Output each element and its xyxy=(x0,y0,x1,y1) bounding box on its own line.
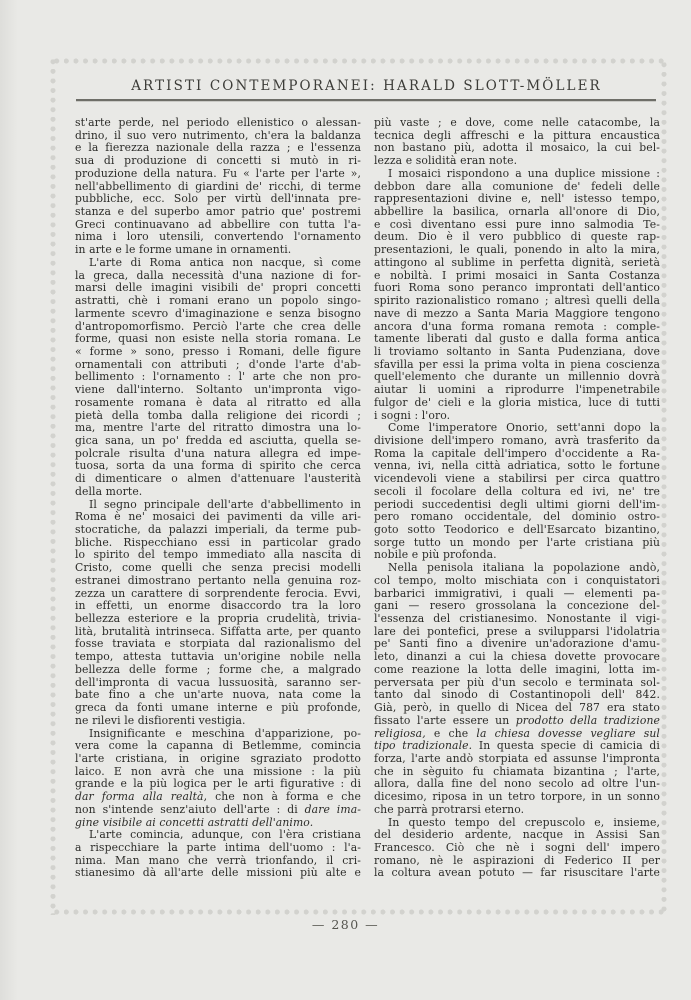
text-line: stocratiche, da palazzi imperiali, da terme pub- xyxy=(75,524,361,536)
ornament-border-bottom xyxy=(52,908,668,916)
text-line: della morte. xyxy=(75,485,143,498)
text-line: greca da fonti umane interne e più profonde, xyxy=(75,702,361,715)
text-line: i sogni : l'oro. xyxy=(374,409,451,422)
text-line: non s'intende senz'aiuto dell'arte : di dare ima- xyxy=(75,803,361,816)
text-line: li troviamo soltanto in Santa Pudenziana, dove xyxy=(374,345,660,358)
text-line: Cristo, come quelli che senza precisi modelli xyxy=(75,562,361,575)
text-line: Roma la capitale dell'impero d'occidente a Ra- xyxy=(374,447,660,460)
text-line: barbarici immigrativi, i quali — elementi pa- xyxy=(374,587,660,600)
text-line: abbellire la basilica, ornarla all'onore di Dio, xyxy=(374,206,660,219)
text-line: tuosa, sorta da una forma di spirito che cerca xyxy=(75,460,361,473)
text-line: nobile e più profonda. xyxy=(374,549,497,562)
text-line: dicesimo, riposa in un tetro torpore, in un sonno xyxy=(374,791,660,804)
text-line: del desiderio ardente, nacque in Assisi San xyxy=(374,829,660,842)
text-line: forza, l'arte andò storpiata ed assunse l'impronta xyxy=(374,752,660,765)
left-column xyxy=(75,117,361,880)
text-line: la coltura avean potuto — far risuscitare l'arte xyxy=(374,867,660,880)
right-column xyxy=(374,117,660,880)
text-line: lo spirito del tempo immediato alla nascita di xyxy=(75,549,361,562)
text-line: pe' Santi fino a divenire un'adorazione d'amu- xyxy=(374,638,660,651)
text-line: aiutar li uomini a riprodurre l'impenetrabile xyxy=(374,384,660,397)
text-line: presentazioni, le quali, ponendo in alto la mira, xyxy=(374,244,660,257)
text-line: rappresentazioni divine e, nell' istesso tempo, xyxy=(374,193,660,206)
text-line: dell'impronta di vacua lussuosità, saranno ser- xyxy=(75,676,361,689)
text-line: sorge tutto un mondo per l'arte cristiana più xyxy=(374,536,660,549)
text-line: venna, ivi, nella città adriatica, sotto le fortune xyxy=(374,460,660,473)
text-line: dar forma alla realtà, che non à forma e che xyxy=(75,791,361,804)
text-columns xyxy=(75,117,660,880)
text-line: col tempo, molto mischiata con i conquistatori xyxy=(374,574,660,587)
text-line: Già, però, in quello di Nicea del 787 era stato xyxy=(374,702,660,715)
text-line: fulgor de' cieli e la gloria mistica, luce di tutti xyxy=(374,396,660,409)
text-line: divisione dell'impero romano, avrà trasferito da xyxy=(374,434,660,447)
text-line: lità, brutalità intrinseca. Siffatta arte, per quanto xyxy=(75,625,361,638)
text-line: leto, dinanzi a cui la chiesa dovette provocare xyxy=(374,651,660,664)
text-line: Il segno principale dell'arte d'abbellimento in xyxy=(89,498,361,511)
text-line: fuori Roma sono peranco improntati dell'antico xyxy=(374,282,660,295)
text-line: periodi succedentisi degli ultimi giorni dell'im- xyxy=(374,498,660,511)
text-line: L'arte comincia, adunque, con l'èra cristiana xyxy=(89,829,361,842)
text-line: nima. Man mano che verrà trionfando, il cri- xyxy=(75,854,361,867)
text-line: allora, dalla fine del nono secolo ad oltre l'un- xyxy=(374,778,660,791)
text-line: fosse traviata e storpiata dal razionalismo del xyxy=(75,638,361,651)
text-line: a rispecchiare la parte intima dell'uomo : l'a- xyxy=(75,841,361,854)
text-line: lare dei pontefici, prese a svilupparsi l'idolatria xyxy=(374,625,660,638)
text-line: ancora d'una forma romana remota : comple- xyxy=(374,320,660,333)
text-line: nima i loro utensili, convertendo l'ornamento xyxy=(75,231,361,244)
text-line: romano, nè le aspirazioni di Federico II per xyxy=(374,854,660,867)
text-line: Nella penisola italiana la popolazione andò, xyxy=(388,562,660,575)
text-line: Greci continuavano ad abbellire con tutta l'a- xyxy=(75,218,361,231)
text-line: pero romano occidentale, del dominio ostro- xyxy=(374,511,660,524)
text-line: e nobiltà. I primi mosaici in Santa Costanza xyxy=(374,269,660,282)
text-line: sua di produzione di concetti si mutò in ri- xyxy=(75,155,361,168)
page-number: — 280 — xyxy=(311,917,380,932)
text-line: tempo, attesta tuttavia un'origine nobile nella xyxy=(75,651,361,664)
text-line: « forme » sono, presso i Romani, delle figure xyxy=(75,345,361,358)
text-line: pietà della tomba dalla religione dei ricordi ; xyxy=(75,409,361,422)
text-line: nell'abbellimento di giardini de' ricchi, di terme xyxy=(75,180,361,193)
text-line: vicendevoli viene a stabilirsi per circa quattro xyxy=(374,473,660,486)
text-line: gica sana, un po' fredda ed asciutta, quella se- xyxy=(75,434,361,447)
text-line: In questo tempo del crepuscolo e, insieme, xyxy=(388,816,660,829)
text-line: Francesco. Ciò che nè i sogni dell' impero xyxy=(374,841,660,854)
text-line: in arte e le forme umane in ornamenti. xyxy=(75,244,292,257)
text-line: viene dall'interno. Soltanto un'impronta vigo- xyxy=(75,384,361,397)
text-line: bliche. Rispecchiano essi in particolar grado xyxy=(75,536,361,549)
text-line: e così diventano essi pure inno salmodia Te- xyxy=(374,218,660,231)
ornament-border-left xyxy=(49,57,57,915)
text-line: spirito razionalistico romano ; altresì quelli della xyxy=(374,295,660,308)
text-line: gani — resero grossolana la concezione del- xyxy=(374,600,660,613)
text-line: Come l'imperatore Onorio, sett'anni dopo la xyxy=(388,422,660,435)
text-line: ne rilevi le disfiorenti vestigia. xyxy=(75,714,246,727)
text-line: forme, quasi non esiste nella storia romana. Le xyxy=(75,333,361,346)
text-line: Insignificante e meschina d'apparizione, po- xyxy=(89,727,361,740)
text-line: stianesimo dà all'arte delle missioni più alte e xyxy=(75,867,361,880)
text-line: astratti, chè i romani erano un popolo singo- xyxy=(75,295,361,308)
ornament-border-top xyxy=(52,57,668,65)
text-line: l'arte cristiana, in origine sgraziato prodotto xyxy=(75,752,361,765)
text-line: in effetti, un enorme disaccordo tra la loro xyxy=(75,600,361,613)
text-line: drino, il suo vero nutrimento, ch'era la baldanza xyxy=(75,129,361,142)
text-line: goto sotto Teodorico e dell'Esarcato bizantino, xyxy=(374,524,660,536)
text-line: bellezza delle forme ; forme che, a malgrado xyxy=(75,663,361,676)
text-line: attingono al sublime in perfetta dignità, serietà xyxy=(374,256,660,269)
text-line: che parrà protrarsi eterno. xyxy=(374,803,525,816)
text-line: tamente liberati dal gusto e dalla forma antica xyxy=(374,333,660,346)
text-line: estranei dimostrano pertanto nella genuina roz- xyxy=(75,574,361,587)
text-line: gine visibile ai concetti astratti dell'animo. xyxy=(75,816,314,829)
text-line: bate fino a che un'arte nuova, nata come la xyxy=(75,689,361,702)
text-line: stanza e del superbo amor patrio que' postremi xyxy=(75,206,361,219)
text-line: deum. Dio è il vero pubblico di queste rap- xyxy=(374,231,660,244)
ornament-border-right xyxy=(660,60,668,915)
text-line: religiosa, e che la chiesa dovesse vegliare sul xyxy=(374,727,660,740)
text-line: l'essenza del cristianesimo. Nonostante il vigi- xyxy=(374,613,660,626)
text-line: produzione della natura. Fu « l'arte per l'arte », xyxy=(75,167,361,180)
title-rule xyxy=(76,99,656,101)
text-line: pubbliche, ecc. Solo per virtù dell'innata pre- xyxy=(75,193,361,206)
text-line: bellezza esteriore e la propria crudelità, trivia- xyxy=(75,613,361,626)
text-line: perversata per più d'un secolo e terminata sol- xyxy=(374,676,660,689)
text-line: I mosaici rispondono a una duplice missione : xyxy=(388,167,660,180)
text-line: Roma è ne' mosaici dei pavimenti da ville ari- xyxy=(75,511,361,524)
text-line: fissato l'arte essere un prodotto della tradizione xyxy=(374,714,660,727)
text-line: zezza un carattere di sorprendente ferocia. Èvvi, xyxy=(75,587,361,600)
page-edge-shadow xyxy=(0,0,18,1000)
text-line: ornamentali con attributi ; d'onde l'arte d'ab- xyxy=(75,358,361,371)
text-line: vera come la capanna di Betlemme, comincia xyxy=(75,740,361,753)
text-line: di dimenticare o almen d'attenuare l'austerità xyxy=(75,473,361,486)
text-line: secoli il focolare della coltura ed ivi, ne' tre xyxy=(374,485,660,498)
text-line: sfavilla per essi la prima volta in piena coscienza xyxy=(374,358,660,371)
text-line: quell'elemento che durante un millennio dovrà xyxy=(374,371,660,384)
text-line: tipo tradizionale. In questa specie di camicia di xyxy=(374,740,660,753)
text-line: laico. E non avrà che una missione : la più xyxy=(75,765,361,778)
text-line: larmente scevro d'imaginazione e senza bisogno xyxy=(75,307,361,320)
text-line: st'arte perde, nel periodo ellenistico o alessan- xyxy=(75,117,361,129)
text-line: debbon dare alla comunione de' fedeli delle xyxy=(374,180,660,193)
page-title: ARTISTI CONTEMPORANEI: HARALD SLOTT-MÖLLER xyxy=(131,78,602,94)
text-line: nave di mezzo a Santa Maria Maggiore tengono xyxy=(374,307,660,320)
text-line: ma, mentre l'arte del ritratto dimostra una lo- xyxy=(75,422,361,435)
text-line: polcrale risulta d'una natura allegra ed impe- xyxy=(75,447,361,460)
text-line: grande e la più logica per le arti figurative : di xyxy=(75,778,361,791)
text-line: bellimento : l'ornamento : l' arte che non pro- xyxy=(75,371,361,384)
text-line: tecnica degli affreschi e la pittura encaustica xyxy=(374,129,660,142)
text-line: L'arte di Roma antica non nacque, sì come xyxy=(89,256,361,269)
text-line: che in sèguito fu chiamata bizantina ; l'arte, xyxy=(374,765,660,778)
text-line: lezza e solidità eran note. xyxy=(374,155,518,168)
text-line: la greca, dalla necessità d'una nazione di for- xyxy=(75,269,361,282)
text-line: rosamente romana è data al ritratto ed alla xyxy=(75,396,361,409)
text-line: non bastano più, adotta il mosaico, la cui bel- xyxy=(374,142,660,155)
text-line: più vaste ; e dove, come nelle catacombe, la xyxy=(374,117,660,129)
text-line: tanto dal sinodo di Costantinopoli dell' 842. xyxy=(374,689,660,702)
text-line: e la fierezza nazionale della razza ; e l'essenza xyxy=(75,142,361,155)
text-line: d'antropomorfismo. Perciò l'arte che crea delle xyxy=(75,320,361,333)
text-line: marsi delle imagini visibili de' propri concetti xyxy=(75,282,361,295)
text-line: come reazione la lotta delle imagini, lotta im- xyxy=(374,663,660,676)
